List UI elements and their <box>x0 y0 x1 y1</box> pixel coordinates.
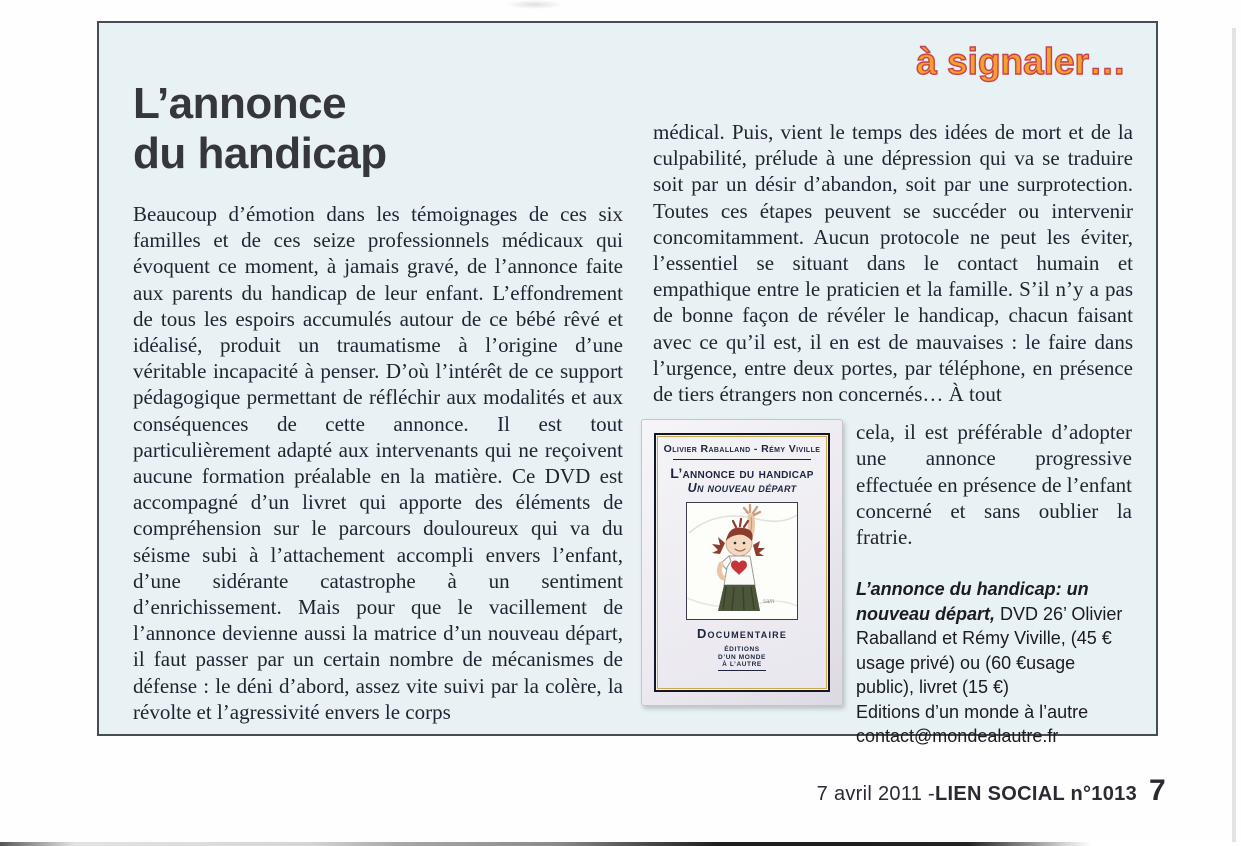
svg-text:sam: sam <box>763 599 775 606</box>
dvd-title: L’annonce du handicap <box>670 465 814 482</box>
section-tag: à signaler… <box>916 41 1126 82</box>
right-sub-column <box>856 419 1132 749</box>
article-panel <box>97 21 1158 747</box>
article-title <box>133 79 387 179</box>
article-left-column: Beaucoup d’émotion dans les témoignages de ces six familles et de ces seize professionnels médicaux qui évoquent ce moment, à jamais gravé, de l’annonce faite aux parents du handicap de leur enfant. L’effondrement de tous les espoirs accumulés autour de ce bébé rêvé et idéalisé, produit un traumatisme à l’origine d’une véritable incapacité à penser. D’où l’intérêt de ce support pédagogique permettant de réfléchir aux modalités et aux conséquences de cette annonce. Il est tout particulièrement adapté aux intervenants qui ne reçoivent aucune formation préalable en la matière. Ce DVD est accompagné d’un livret qui apporte des éléments de compréhension sur le parcours douloureux qui va du séisme subi à l’attachement accompli envers l’enfant, d’une sidérante catastrophe à un sentiment d’enrichissement. Mais pour que le vacillement de l’annonce devienne aussi la matrice d’un nouveau départ, il faut passer par un certain nombre de mécanismes de défense : le déni d’abord, assez vite suivi par la colère, la révolte et l’agressivité envers le corps <box>133 202 623 724</box>
right-column-wrap-paragraph: cela, il est préférable d’adopter une annonce progressive effectuée en présence de l’enfant concerné et sans oublier la fratrie. <box>856 420 1132 550</box>
dvd-rule <box>673 459 811 460</box>
dvd-cover <box>641 419 843 706</box>
scan-artifact-right-edge <box>1232 28 1236 846</box>
article-title-line1: L’annonce <box>133 79 347 128</box>
caption-title: L’annonce du handicap: un nouveau départ, <box>856 579 1089 624</box>
right-column-top-paragraph: médical. Puis, vient le temps des idées de mort et de la culpabilité, prélude à une dépression qui va se traduire soit par un désir d’abandon, soit par une surprotection. Toutes ces étapes peuvent se succéder ou intervenir concomitamment. Aucun protocole ne peut les éviter, l’essentiel se situant dans le contact humain et empathique entre le praticien et la famille. S’il n’y a pas de bonne façon de révéler le handicap, chacun faisant avec ce qu’il est, il en est de mauvaises : le faire dans l’urgence, entre deux portes, par téléphone, en présence de tiers étrangers non concernés… À tout <box>653 120 1133 407</box>
dvd-authors: Olivier Raballand - Rémy Viville <box>663 443 821 456</box>
article-title-line2: du handicap <box>133 129 387 178</box>
dvd-publisher-line3: À L’AUTRE <box>722 661 762 669</box>
scan-artifact-top-smudge <box>505 0 563 9</box>
footer-date: 7 avril 2011 - <box>816 783 936 805</box>
dvd-publisher-line2: D’UN MONDE <box>718 653 766 661</box>
dvd-cover-frame <box>654 433 830 692</box>
dvd-genre: Documentaire <box>696 626 788 642</box>
caption-email: contact@mondealautre.fr <box>856 726 1059 747</box>
caption-publisher: Editions d’un monde à l’autre <box>856 701 1089 722</box>
article-right-column <box>653 119 1133 749</box>
footer-page-number: 7 <box>1149 774 1166 807</box>
dvd-publisher-logo <box>718 646 766 671</box>
dvd-caption <box>856 577 1132 749</box>
dvd-subtitle: Un nouveau départ <box>687 481 797 496</box>
dvd-publisher-line1: ÉDITIONS <box>724 646 760 654</box>
caption-credits: DVD 26’ Olivier Raballand et Rémy Viville, (45 € usage privé) ou (60 €usage public), livret (15 €) <box>856 603 1123 698</box>
girl-illustration <box>687 503 798 620</box>
dvd-and-caption-row <box>641 419 1133 749</box>
scan-artifact-bottom-edge <box>0 842 1241 846</box>
dvd-cover-illustration <box>686 502 798 620</box>
footer-journal-name: LIEN SOCIAL n°1013 <box>935 783 1137 805</box>
page-footer <box>817 774 1166 808</box>
